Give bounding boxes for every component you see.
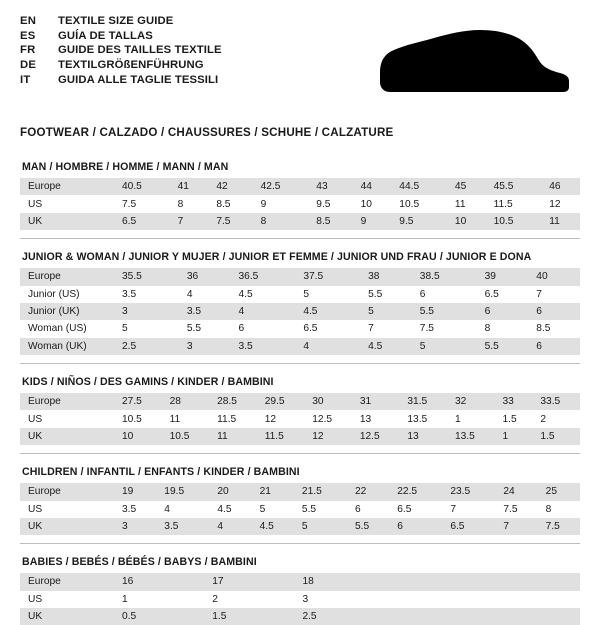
size-block-kids — [20, 376, 580, 454]
size-cell: 3 — [302, 593, 309, 605]
size-cell: 13 — [399, 428, 447, 445]
row-label: Europe — [20, 573, 114, 590]
row-label: US — [28, 503, 43, 515]
size-cell: 10.5 — [399, 198, 420, 210]
language-title: TEXTILGRÖßENFÜHRUNG — [58, 59, 204, 72]
dress-shoe-icon — [372, 24, 572, 104]
size-cell: 22 — [347, 483, 389, 500]
size-cell: 12.5 — [312, 413, 333, 425]
row-label: UK — [20, 213, 114, 230]
size-cell: 42.5 — [253, 178, 309, 195]
size-cell: 7.5 — [538, 518, 580, 535]
size-cell: 8 — [545, 503, 552, 515]
size-cell: 18 — [294, 573, 384, 590]
table-row — [20, 303, 580, 320]
size-cell: 46 — [541, 178, 580, 195]
size-cell: 33 — [495, 393, 533, 410]
size-cell: 44 — [353, 178, 392, 195]
size-cell: 25 — [538, 483, 580, 500]
size-cell: 11 — [541, 213, 580, 230]
size-cell: 10 — [360, 198, 372, 210]
size-cell: 2 — [540, 413, 547, 425]
table-row — [20, 591, 580, 608]
size-cell: 3.5 — [156, 518, 209, 535]
size-cell-empty — [547, 608, 580, 625]
language-code: IT — [20, 73, 31, 86]
size-cell: 4 — [186, 288, 193, 300]
size-cell: 3.5 — [122, 503, 137, 515]
size-cell: 38.5 — [412, 268, 477, 285]
size-cell: 19 — [114, 483, 156, 500]
size-cell: 0.5 — [114, 608, 204, 625]
size-table — [20, 178, 580, 230]
size-cell: 4.5 — [295, 303, 360, 320]
size-cell: 32 — [447, 393, 495, 410]
size-cell: 11 — [169, 413, 181, 425]
divider — [20, 363, 580, 364]
size-cell: 8.5 — [536, 323, 551, 335]
divider — [20, 238, 580, 239]
row-label: Europe — [20, 268, 114, 285]
size-table — [20, 268, 580, 355]
size-cell-empty — [482, 608, 515, 625]
size-cell: 45 — [447, 178, 486, 195]
size-cell: 3.5 — [230, 338, 295, 355]
size-cell-empty — [482, 591, 515, 608]
size-cell: 30 — [304, 393, 352, 410]
size-cell: 6 — [238, 323, 245, 335]
table-row — [20, 483, 580, 500]
size-cell: 37.5 — [295, 268, 360, 285]
block-title: MAN / HOMBRE / HOMME / MANN / MAN — [22, 161, 229, 173]
size-cell: 11 — [209, 428, 257, 445]
size-cell: 8.5 — [216, 198, 231, 210]
size-cell: 5 — [303, 288, 309, 300]
size-cell: 9.5 — [316, 198, 331, 210]
size-cell: 6.5 — [442, 518, 495, 535]
size-cell: 3.5 — [179, 303, 231, 320]
size-cell: 33.5 — [532, 393, 580, 410]
size-cell: 6 — [477, 303, 529, 320]
table-row — [20, 501, 580, 518]
size-cell-empty — [547, 573, 580, 590]
language-code: DE — [20, 59, 37, 72]
size-cell: 24 — [495, 483, 537, 500]
table-row — [20, 393, 580, 410]
block-title: CHILDREN / INFANTIL / ENFANTS / KINDER / BAMBINI — [22, 466, 300, 479]
row-label: Europe — [20, 178, 114, 195]
size-block-man — [20, 161, 580, 239]
size-cell: 5 — [259, 503, 266, 515]
size-cell: 31.5 — [399, 393, 447, 410]
size-cell: 4 — [230, 303, 295, 320]
row-label: US — [28, 198, 43, 210]
size-cell: 31 — [352, 393, 400, 410]
size-cell: 7 — [450, 503, 456, 515]
table-row — [20, 320, 580, 337]
size-cell: 10.5 — [486, 213, 542, 230]
row-label: Junior (US) — [28, 288, 80, 300]
size-cell-empty — [450, 591, 483, 608]
size-table — [20, 573, 580, 625]
size-cell: 45.5 — [486, 178, 542, 195]
size-cell: 8 — [484, 323, 491, 335]
size-cell: 4.5 — [360, 338, 412, 355]
size-cell: 3 — [114, 518, 156, 535]
table-row — [20, 518, 580, 535]
size-cell-empty — [417, 591, 450, 608]
size-cell: 5 — [360, 303, 412, 320]
table-row — [20, 213, 580, 230]
size-cell: 6 — [389, 518, 442, 535]
size-cell-empty — [547, 591, 580, 608]
size-cell: 16 — [114, 573, 204, 590]
size-cell: 29.5 — [257, 393, 305, 410]
size-cell: 8.5 — [308, 213, 352, 230]
table-row — [20, 410, 580, 427]
size-cell: 8 — [253, 213, 309, 230]
size-cell: 11.5 — [217, 413, 237, 425]
size-cell: 41 — [170, 178, 209, 195]
size-cell: 7.5 — [122, 198, 137, 210]
row-label: US — [28, 413, 43, 425]
size-cell: 7 — [495, 518, 537, 535]
table-row — [20, 286, 580, 303]
table-row — [20, 573, 580, 590]
size-cell: 5.5 — [368, 288, 383, 300]
row-label: UK — [20, 518, 114, 535]
block-title: BABIES / BEBÉS / BÉBÉS / BABYS / BAMBINI — [22, 556, 257, 569]
row-label: Junior (UK) — [20, 303, 114, 320]
size-cell: 10.5 — [122, 413, 142, 425]
size-cell: 23.5 — [442, 483, 495, 500]
size-cell: 42 — [208, 178, 252, 195]
divider — [20, 543, 580, 544]
size-cell: 2.5 — [114, 338, 179, 355]
size-cell: 9.5 — [391, 213, 447, 230]
size-cell: 6 — [419, 288, 426, 300]
size-cell: 5.5 — [301, 503, 317, 515]
size-cell: 13.5 — [407, 413, 428, 425]
size-cell: 4.5 — [238, 288, 253, 300]
size-cell: 27.5 — [114, 393, 162, 410]
size-cell: 38 — [360, 268, 412, 285]
row-label: UK — [20, 608, 114, 625]
size-cell-empty — [385, 591, 418, 608]
table-row — [20, 608, 580, 625]
language-code: ES — [20, 29, 36, 42]
size-cell-empty — [385, 608, 418, 625]
size-cell: 22.5 — [389, 483, 442, 500]
size-cell: 6.5 — [397, 503, 412, 515]
size-cell: 3 — [114, 303, 179, 320]
size-cell: 7 — [536, 288, 542, 300]
size-cell: 7.5 — [503, 503, 518, 515]
table-row — [20, 195, 580, 212]
size-cell: 4 — [295, 338, 360, 355]
size-cell-empty — [515, 591, 548, 608]
size-cell: 7 — [368, 323, 374, 335]
table-row — [20, 338, 580, 355]
size-cell: 10.5 — [162, 428, 210, 445]
size-cell: 36.5 — [230, 268, 295, 285]
size-cell: 11 — [454, 198, 466, 210]
size-cell: 2.5 — [294, 608, 384, 625]
size-cell-empty — [515, 573, 548, 590]
language-row — [20, 31, 222, 46]
size-cell: 5 — [122, 323, 128, 335]
size-cell: 4 — [209, 518, 251, 535]
language-title: GUÍA DE TALLAS — [58, 29, 153, 42]
size-cell: 21.5 — [294, 483, 347, 500]
size-cell: 1 — [495, 428, 533, 445]
size-cell: 8 — [177, 198, 184, 210]
size-cell: 6.5 — [484, 288, 499, 300]
size-cell: 3 — [179, 338, 231, 355]
size-cell: 4 — [164, 503, 170, 515]
language-row — [20, 75, 222, 90]
size-block-babies — [20, 556, 580, 625]
language-title-list — [20, 16, 222, 89]
row-label: US — [28, 593, 43, 605]
row-label: Europe — [20, 393, 114, 410]
size-cell: 1.5 — [502, 413, 517, 425]
size-cell: 11.5 — [493, 198, 513, 210]
size-cell: 12 — [304, 428, 352, 445]
size-cell: 1 — [122, 593, 128, 605]
size-cell: 5 — [412, 338, 477, 355]
size-cell: 21 — [252, 483, 294, 500]
size-cell: 4.5 — [252, 518, 294, 535]
size-cell: 1.5 — [204, 608, 294, 625]
size-cell-empty — [482, 573, 515, 590]
language-title: TEXTILE SIZE GUIDE — [58, 15, 174, 27]
block-title: KIDS / NIÑOS / DES GAMINS / KINDER / BAMBINI — [22, 376, 274, 388]
table-row — [20, 268, 580, 285]
size-cell: 20 — [209, 483, 251, 500]
size-cell: 35.5 — [114, 268, 179, 285]
block-title: JUNIOR & WOMAN / JUNIOR Y MUJER / JUNIOR ET FEMME / JUNIOR UND FRAU / JUNIOR E DONA — [22, 251, 532, 264]
size-cell: 11.5 — [257, 428, 305, 445]
size-cell: 10 — [447, 213, 486, 230]
size-cell: 1 — [454, 413, 461, 425]
size-block-junior-woman — [20, 251, 580, 364]
size-cell: 43 — [308, 178, 352, 195]
size-cell: 7.5 — [208, 213, 252, 230]
size-cell: 39 — [477, 268, 529, 285]
size-cell: 12 — [264, 413, 277, 425]
size-cell: 5.5 — [412, 303, 477, 320]
size-cell-empty — [417, 573, 450, 590]
language-row — [20, 45, 222, 60]
size-cell: 3.5 — [122, 288, 137, 300]
size-table — [20, 393, 580, 445]
size-cell: 17 — [204, 573, 294, 590]
size-cell-empty — [450, 573, 483, 590]
size-cell: 5.5 — [347, 518, 389, 535]
size-cell: 6.5 — [114, 213, 170, 230]
size-cell-empty — [417, 608, 450, 625]
size-cell: 12 — [549, 198, 561, 210]
size-cell: 5 — [294, 518, 347, 535]
row-label: Woman (UK) — [20, 338, 114, 355]
size-cell: 13.5 — [447, 428, 495, 445]
size-cell: 10 — [114, 428, 162, 445]
size-cell: 2 — [212, 593, 218, 605]
size-cell-empty — [450, 608, 483, 625]
language-code: EN — [20, 15, 37, 27]
size-cell: 9 — [260, 198, 267, 210]
size-cell: 6.5 — [303, 323, 318, 335]
size-cell: 19.5 — [156, 483, 209, 500]
size-cell: 28 — [162, 393, 210, 410]
row-label: UK — [20, 428, 114, 445]
language-code: FR — [20, 44, 36, 57]
size-cell: 28.5 — [209, 393, 257, 410]
size-cell-empty — [385, 573, 418, 590]
size-cell: 40.5 — [114, 178, 170, 195]
size-cell: 13 — [359, 413, 372, 425]
size-cell: 4.5 — [217, 503, 232, 515]
size-cell: 40 — [528, 268, 580, 285]
table-row — [20, 178, 580, 195]
size-cell: 6 — [528, 303, 580, 320]
size-cell: 6 — [354, 503, 361, 515]
language-title: GUIDE DES TAILLES TEXTILE — [58, 44, 222, 57]
language-row — [20, 16, 222, 31]
language-row — [20, 60, 222, 75]
size-table — [20, 483, 580, 535]
size-cell: 7.5 — [419, 323, 434, 335]
size-cell: 44.5 — [391, 178, 447, 195]
size-cell: 36 — [179, 268, 231, 285]
divider — [20, 453, 580, 454]
size-cell: 12.5 — [352, 428, 400, 445]
size-cell: 6 — [528, 338, 580, 355]
size-cell: 5.5 — [186, 323, 201, 335]
table-row — [20, 428, 580, 445]
size-cell-empty — [515, 608, 548, 625]
size-cell: 5.5 — [477, 338, 529, 355]
size-block-children — [20, 466, 580, 544]
row-label: Europe — [20, 483, 114, 500]
page-header — [20, 16, 580, 114]
size-cell: 1.5 — [532, 428, 580, 445]
size-cell: 9 — [353, 213, 392, 230]
row-label: Woman (US) — [28, 323, 87, 335]
page-title: FOOTWEAR / CALZADO / CHAUSSURES / SCHUHE / CALZATURE — [20, 126, 394, 139]
size-cell: 7 — [170, 213, 209, 230]
language-title: GUIDA ALLE TAGLIE TESSILI — [58, 73, 219, 86]
